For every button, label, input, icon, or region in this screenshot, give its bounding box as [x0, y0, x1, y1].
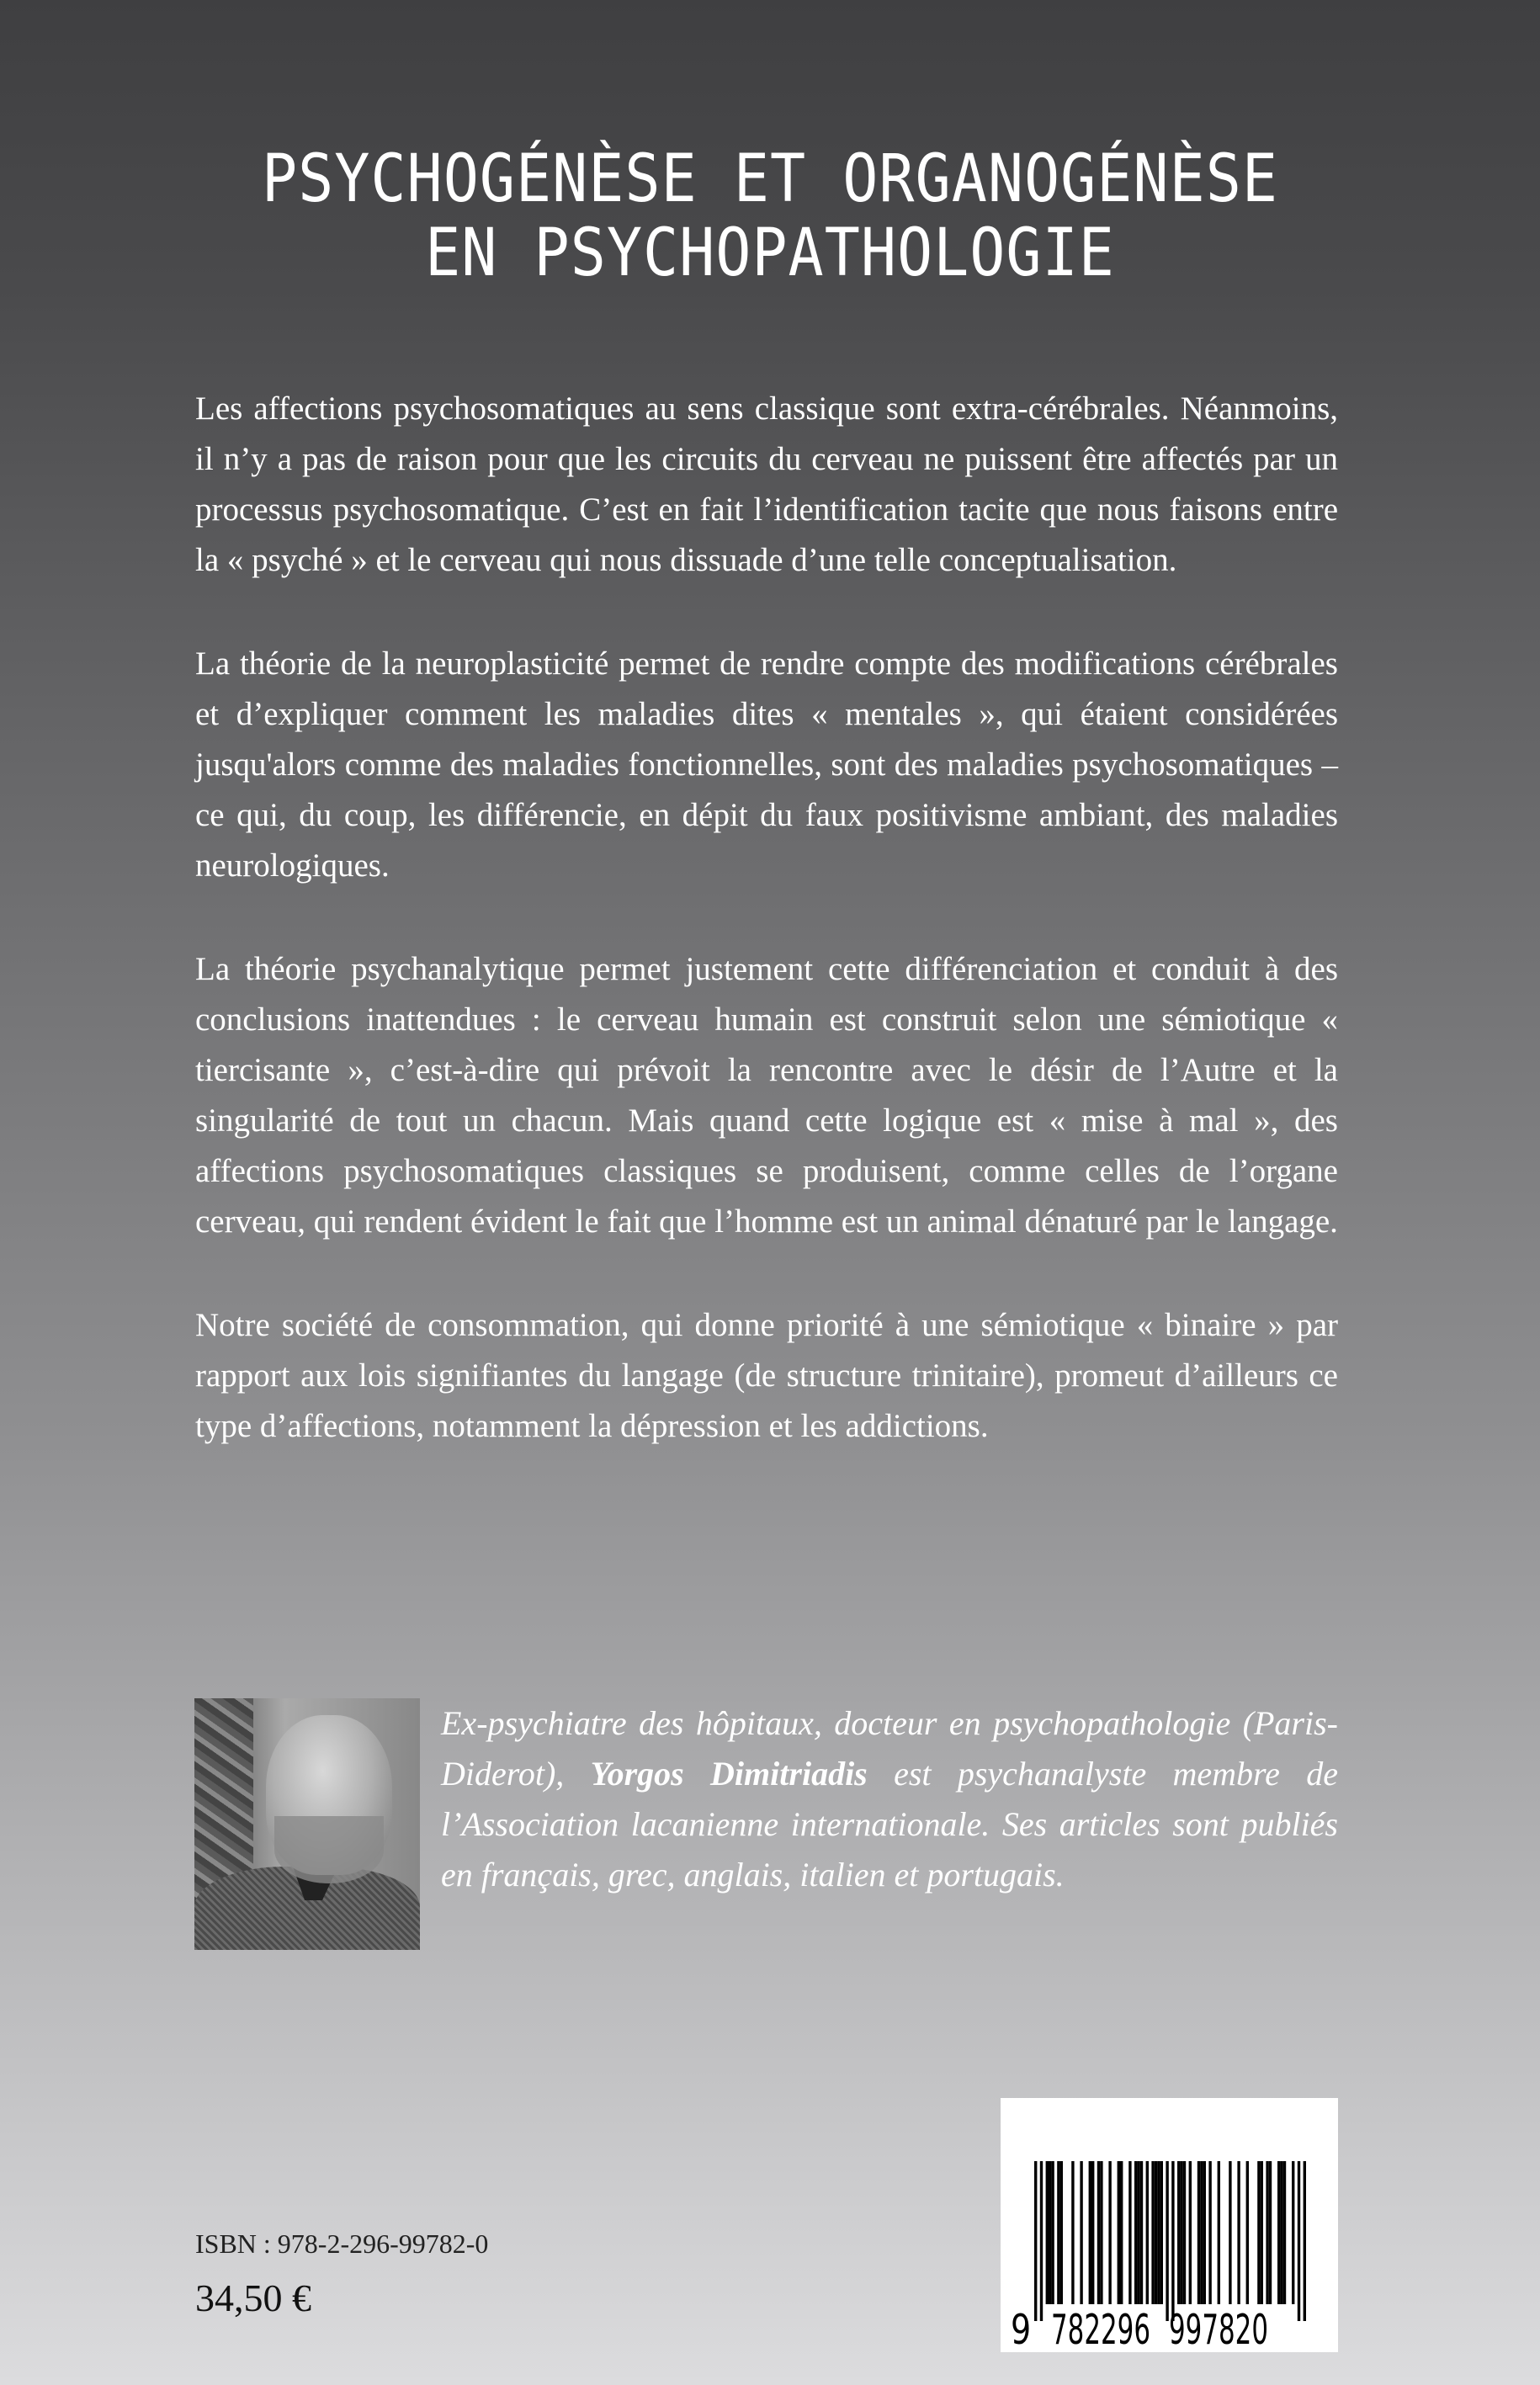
- barcode-bar: [1269, 2161, 1272, 2304]
- barcode-bar: [1197, 2161, 1200, 2304]
- barcode-bar: [1137, 2161, 1139, 2304]
- barcode-bar: [1118, 2161, 1120, 2304]
- barcode-bar: [1280, 2161, 1282, 2304]
- barcode-bar: [1097, 2161, 1100, 2304]
- blurb-paragraph: Les affections psychosomatiques au sens classique sont extra-cérébrales. Néanmoins, il n’y a pas de raison pour que les circuits du cerveau ne puissent être affectés par un processus psychosomatique. C’est en fait l’identification tacite que nous faisons entre la « psyché » et le cerveau qui nous dissuade d’une telle conceptualisation.: [195, 390, 1338, 578]
- barcode-bar: [1120, 2161, 1123, 2304]
- blurb-paragraph: La théorie psychanalytique permet justement cette différenciation et conduit à des conclusions inattendues : le cerveau humain est construit selon une sémiotique « tiercisante », c’est-à-dire qui prévoit la rencontre avec le désir de l’Autre et la singularité de tout un chacun. Mais quand cette logique est « mise à mal », des affections psychosomatiques classiques se produisent, comme celles de l’organe cerveau, qui rendent évident le fait que l’homme est un animal dénaturé par le langage.: [195, 951, 1338, 1240]
- barcode-bar: [1157, 2161, 1160, 2304]
- barcode-bar: [1160, 2161, 1163, 2304]
- isbn: ISBN : 978-2-296-99782-0: [195, 2228, 489, 2259]
- barcode-bar: [1155, 2161, 1157, 2304]
- blurb-paragraph: Notre société de consommation, qui donne priorité à une sémiotique « binaire » par rapport aux lois signifiantes du langage (de structure trinitaire), promeut d’ailleurs ce type d’affections, notamment la dépression et les addictions.: [195, 1307, 1338, 1444]
- barcode-bar: [1298, 2161, 1300, 2321]
- barcode-bar: [1089, 2161, 1091, 2304]
- barcode-bar: [1203, 2161, 1206, 2304]
- barcode-bar: [1146, 2161, 1149, 2304]
- barcode-digit-first: 9: [1011, 2306, 1032, 2352]
- barcode-bar: [1189, 2161, 1192, 2304]
- barcode-bar: [1140, 2161, 1143, 2304]
- barcode-bar: [1151, 2161, 1154, 2304]
- barcode-bar: [1171, 2161, 1174, 2321]
- bio-text: Ex-psychiatre des hôpitaux, docteur en psychopathologie (Paris-Diderot),: [441, 1704, 1338, 1793]
- barcode-bar: [1060, 2161, 1063, 2304]
- barcode-bar: [1218, 2161, 1220, 2304]
- barcode-bar: [1108, 2161, 1111, 2304]
- barcode-bar: [1183, 2161, 1186, 2304]
- barcode-bar: [1304, 2161, 1306, 2321]
- barcode: [1001, 2098, 1338, 2352]
- barcode-bar: [1057, 2161, 1059, 2304]
- barcode-bar: [1237, 2161, 1240, 2304]
- barcode-bar: [1229, 2161, 1231, 2304]
- author-bio: [441, 1698, 1338, 1900]
- blurb-paragraph: La théorie de la neuroplasticité permet de rendre compte des modifications cérébrales et d’expliquer comment les maladies dites « mentales », qui étaient considérées jusqu'alors comme des maladies fonctionnelles, sont des maladies psychosomatiques – ce qui, du coup, les différencie, en dépit du faux positivisme ambiant, des maladies neurologiques.: [195, 645, 1338, 884]
- barcode-bar: [1166, 2161, 1168, 2321]
- barcode-bar: [1208, 2161, 1211, 2304]
- barcode-bar: [1040, 2161, 1043, 2321]
- barcode-bar: [1246, 2161, 1249, 2304]
- barcode-bar: [1200, 2161, 1203, 2304]
- barcode-bar: [1128, 2161, 1131, 2304]
- barcode-digits-right: 997820: [1169, 2306, 1268, 2352]
- barcode-bar: [1180, 2161, 1182, 2304]
- barcode-bar: [1051, 2161, 1054, 2304]
- barcode-bar: [1266, 2161, 1268, 2304]
- barcode-bar: [1257, 2161, 1260, 2304]
- barcode-bar: [1080, 2161, 1082, 2304]
- barcode-bar: [1177, 2161, 1180, 2304]
- title-line-2: EN PSYCHOPATHOLOGIE: [425, 214, 1115, 291]
- bio-text: est psychanalyste membre de l’Association lacanienne internationale. Ses articles sont publiés en français, grec, anglais, italien et portugais.: [441, 1755, 1338, 1894]
- author-name: Yorgos Dimitriadis: [590, 1755, 868, 1793]
- barcode-bar: [1100, 2161, 1102, 2304]
- barcode-bar: [1091, 2161, 1094, 2304]
- book-title: [0, 141, 1540, 289]
- barcode-bar: [1261, 2161, 1263, 2304]
- barcode-bar: [1034, 2161, 1037, 2321]
- price: 34,50 €: [195, 2276, 311, 2319]
- barcode-bar: [1071, 2161, 1074, 2304]
- barcode-graphic: [1001, 2098, 1338, 2352]
- barcode-bar: [1283, 2161, 1286, 2304]
- barcode-bar: [1277, 2161, 1280, 2304]
- author-photo: [194, 1698, 420, 1950]
- barcode-digits-left: 782296: [1051, 2306, 1150, 2352]
- title-line-1: PSYCHOGÉNÈSE ET ORGANOGÉNÈSE: [261, 140, 1279, 217]
- barcode-bar: [1292, 2161, 1294, 2304]
- blurb: [195, 384, 1338, 1505]
- barcode-bar: [1046, 2161, 1049, 2304]
- barcode-bar: [1134, 2161, 1137, 2304]
- barcode-bar: [1049, 2161, 1051, 2304]
